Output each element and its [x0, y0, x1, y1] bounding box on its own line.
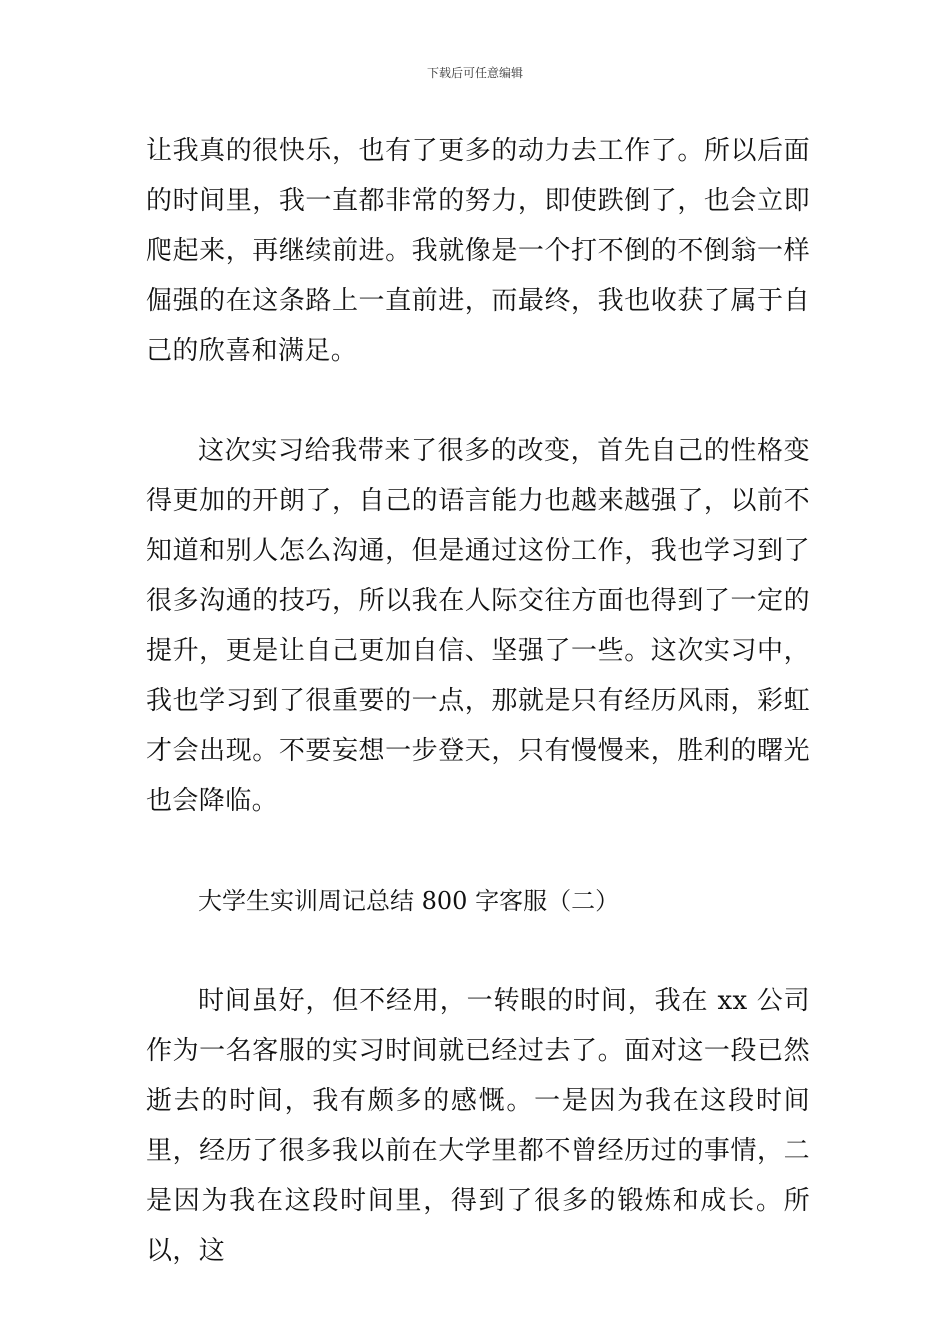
- paragraph-1: 让我真的很快乐，也有了更多的动力去工作了。所以后面的时间里，我一直都非常的努力，即使跌倒了，也会立即爬起来，再继续前进。我就像是一个打不倒的不倒翁一样倔强的在这条路上一直前进，而最终，我也收获了属于自己的欣喜和满足。: [146, 136, 810, 366]
- page-header-note: 下载后可任意编辑: [426, 66, 523, 80]
- section-heading: 大学生实训周记总结 800 字客服（二）: [198, 887, 620, 915]
- paragraph-3: 时间虽好，但不经用，一转眼的时间，我在 xx 公司作为一名客服的实习时间就已经过去了。面对这一段已然逝去的时间，我有颇多的感慨。一是因为我在这段时间里，经历了很多我以前在大学里都不曾经历过的事情，二是因为我在这段时间里，得到了很多的锻炼和成长。所以，这: [146, 986, 810, 1266]
- document-body: [146, 126, 810, 1276]
- paragraph-2: 这次实习给我带来了很多的改变，首先自己的性格变得更加的开朗了，自己的语言能力也越来越强了，以前不知道和别人怎么沟通，但是通过这份工作，我也学习到了很多沟通的技巧，所以我在人际交往方面也得到了一定的提升，更是让自己更加自信、坚强了一些。这次实习中，我也学习到了很重要的一点，那就是只有经历风雨，彩虹才会出现。不要妄想一步登天，只有慢慢来，胜利的曙光也会降临。: [146, 436, 810, 816]
